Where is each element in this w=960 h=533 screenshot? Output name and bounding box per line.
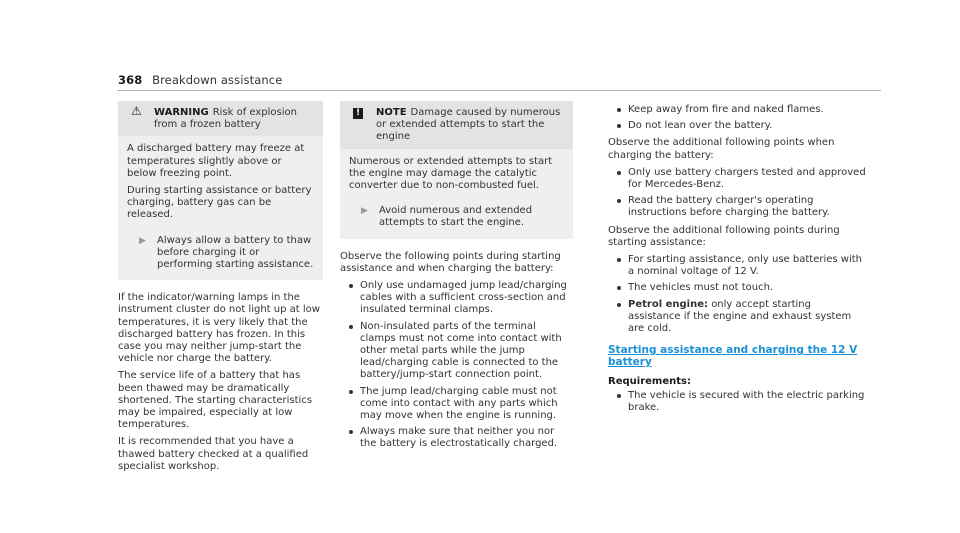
col3-intro-2: Observe the additional following points when charging the battery: (608, 137, 835, 161)
list-item: Only use battery chargers tested and approved for Mercedes-Benz. (608, 167, 866, 191)
col2-intro: Observe the following points during starting assistance and when charging the battery: (340, 250, 561, 274)
note-title: Damage caused by numerous or extended attempts to start the engine (376, 107, 561, 143)
note-para: Numerous or extended attempts to start the engine may damage the catalytic converter due to non-combusted fuel. (349, 155, 553, 192)
list-item: Read the battery charger's operating instructions before charging the battery. (608, 195, 866, 219)
requirements-label: Requirements: (608, 375, 691, 387)
warning-header (118, 101, 323, 136)
list-item: Keep away from fire and naked flames. (608, 104, 866, 116)
note-header (340, 101, 573, 149)
list-item: Always make sure that neither you nor the battery is electrostatically charged. (340, 426, 573, 450)
warning-step (127, 227, 314, 272)
note-box (340, 101, 573, 239)
list-item: Only use undamaged jump lead/charging cables with a sufficient cross-section and insulated terminal clamps. (340, 280, 573, 317)
warning-triangle-icon: ⚠ (131, 104, 142, 118)
triangle-right-icon: ▶ (139, 235, 146, 246)
list-item: The vehicle is secured with the electric parking brake. (608, 390, 866, 414)
col3-bullet-list-3 (608, 254, 866, 335)
col2-bullet-list (340, 280, 573, 451)
note-label: NOTE (376, 107, 407, 118)
column-1 (118, 101, 323, 478)
starting-assistance-link[interactable]: Starting assistance and charging the 12 V battery (608, 344, 858, 369)
petrol-label: Petrol engine: (628, 298, 708, 310)
warning-step-text: Always allow a battery to thaw before charging it or performing starting assistance. (157, 234, 314, 271)
exclamation-icon: ! (353, 105, 363, 119)
page-header (118, 73, 282, 87)
list-item: For starting assistance, only use batteries with a nominal voltage of 12 V. (608, 254, 866, 278)
col1-paragraph-3: It is recommended that you have a thawed battery checked at a qualified specialist workshop. (118, 436, 309, 472)
column-2 (340, 101, 573, 456)
list-item: Do not lean over the battery. (608, 120, 866, 132)
warning-title: Risk of explosion from a frozen battery (154, 107, 297, 131)
list-item: Non-insulated parts of the terminal clamps must not come into contact with other metal parts while the jump lead/charging cable is connected to the battery/jump-start connection point. (340, 321, 573, 382)
warning-box (118, 101, 323, 280)
triangle-right-icon: ▶ (361, 206, 368, 217)
page-number: 368 (118, 73, 143, 87)
list-item (608, 299, 866, 336)
col1-paragraph-1: If the indicator/warning lamps in the instrument cluster do not light up at low temperatures, it is very likely that the discharged battery has frozen. In this case you may neither jump-start the vehicle nor charge the battery. (118, 292, 320, 365)
list-item: The vehicles must not touch. (608, 282, 866, 294)
col3-bullet-list-1 (608, 104, 866, 132)
note-step (349, 197, 564, 229)
column-3 (608, 104, 866, 419)
section-title: Breakdown assistance (152, 73, 283, 87)
col3-bullet-list-2 (608, 167, 866, 220)
petrol-text: only accept starting assistance if the engine and exhaust system are cold. (628, 298, 852, 335)
col1-paragraph-2: The service life of a battery that has been thawed may be dramatically shortened. The starting characteristics may be impaired, especially at low temperatures. (118, 370, 313, 431)
list-item: The jump lead/charging cable must not come into contact with any parts which may move when the engine is running. (340, 386, 573, 423)
requirements-list (608, 390, 866, 414)
warning-para-2: During starting assistance or battery charging, battery gas can be released. (127, 185, 312, 221)
col3-intro-3: Observe the additional following points during starting assistance: (608, 224, 840, 248)
warning-para-1: A discharged battery may freeze at temperatures slightly above or below freezing point. (127, 143, 305, 179)
warning-label: WARNING (154, 107, 209, 118)
note-step-text: Avoid numerous and extended attempts to start the engine. (379, 205, 533, 229)
header-divider (117, 90, 881, 91)
